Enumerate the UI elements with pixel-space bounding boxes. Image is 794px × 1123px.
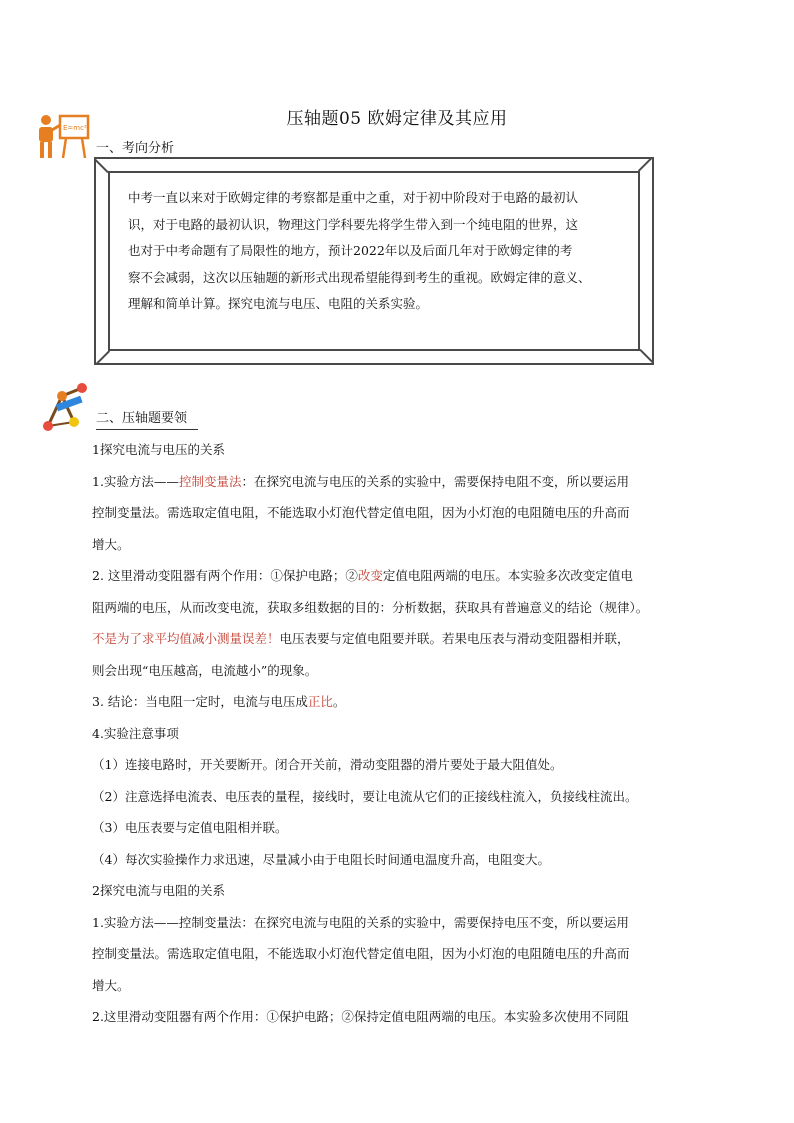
paragraph-line: 阻两端的电压，从而改变电流，获取多组数据的目的：分析数据，获取具有普遍意义的结论（规律）。 [92,599,649,615]
paragraph-line: 控制变量法。需选取定值电阻，不能选取小灯泡代替定值电阻，因为小灯泡的电阻随电压的升高而 [92,946,630,961]
frame-corner [639,349,653,363]
analysis-line: 理解和简单计算。探究电流与电压、电阻的关系实验。 [128,296,429,311]
analysis-line: 察不会减弱，这次以压轴题的新形式出现希望能得到考生的重视。欧姆定律的意义、 [128,269,591,285]
analysis-text [128,185,628,318]
paragraph-line [92,560,704,592]
text-span: 。 [332,694,346,709]
body-text [92,434,704,1033]
frame-corner [95,159,109,173]
analysis-line: 识，对于电路的最初认识，物理这门学科要先将学生带入到一个纯电阻的世界，这 [128,216,579,232]
frame-corner [96,350,110,364]
paragraph-line: 2.这里滑动变阻器有两个作用：①保护电路；②保持定值电阻两端的电压。本实验多次使用不同阻 [92,1009,629,1024]
highlight-text: 改变 [357,568,383,583]
paragraph-line: 增大。 [92,536,130,552]
page-title: 压轴题05 欧姆定律及其应用 [286,109,508,129]
note-item: （1）连接电路时，开关要断开。闭合开关前，滑动变阻器的滑片要处于最大阻值处。 [92,757,563,772]
paragraph-line [92,686,704,718]
paragraph-line [92,623,704,655]
paragraph-line [92,466,704,498]
paragraph-line: 4.实验注意事项 [92,725,179,741]
analysis-line: 中考一直以来对于欧姆定律的考察都是重中之重，对于初中阶段对于电路的最初认 [128,190,579,205]
text-span: 3. 结论：当电阻一定时，电流与电压成 [92,694,308,709]
frame-corner [638,158,652,172]
text-span: 电压表要与定值电阻要并联。若果电压表与滑动变阻器相并联， [279,631,630,646]
section-underline [96,429,198,430]
text-span: 1.实验方法—— [92,473,179,489]
text-span: 定值电阻两端的电压。本实验多次改变定值电 [382,568,633,583]
subheading-resistance: 2探究电流与电阻的关系 [92,883,225,898]
highlight-text: 不是为了求平均值减小测量误差！ [92,631,280,646]
note-item: （3）电压表要与定值电阻相并联。 [92,820,288,835]
section-heading-essentials: 二、压轴题要领 [96,411,188,426]
note-item: （4）每次实验操作力求迅速，尽量减小由于电阻长时间通电温度升高，电阻变大。 [92,851,550,867]
paragraph-line: 1.实验方法——控制变量法：在探究电流与电阻的关系的实验中，需要保持电压不变，所以要运用 [92,914,629,930]
text-span: ：在探究电流与电压的关系的实验中，需要保持电阻不变，所以要运用 [241,473,629,489]
paragraph-line: 则会出现“电压越高，电流越小”的现象。 [92,662,318,678]
board-formula: E=mc² [63,124,87,132]
paragraph-line: 控制变量法。需选取定值电阻，不能选取小灯泡代替定值电阻，因为小灯泡的电阻随电压的升高而 [92,505,630,520]
teacher-board-icon [36,112,92,160]
highlight-text: 正比 [307,694,333,709]
note-item: （2）注意选择电流表、电压表的量程，接线时，要让电流从它们的正接线柱流入，负接线柱流出。 [92,788,638,804]
text-span: 2. 这里滑动变阻器有两个作用：①保护电路；② [92,568,358,583]
molecule-model-icon [38,382,92,432]
paragraph-line: 增大。 [92,977,130,993]
highlight-text: 控制变量法 [178,473,242,489]
analysis-line: 也对于中考命题有了局限性的地方，预计2022年以及后面几年对于欧姆定律的考 [128,243,573,258]
subheading-voltage: 1探究电流与电压的关系 [92,442,225,457]
section-heading-analysis: 一、考向分析 [96,141,175,156]
